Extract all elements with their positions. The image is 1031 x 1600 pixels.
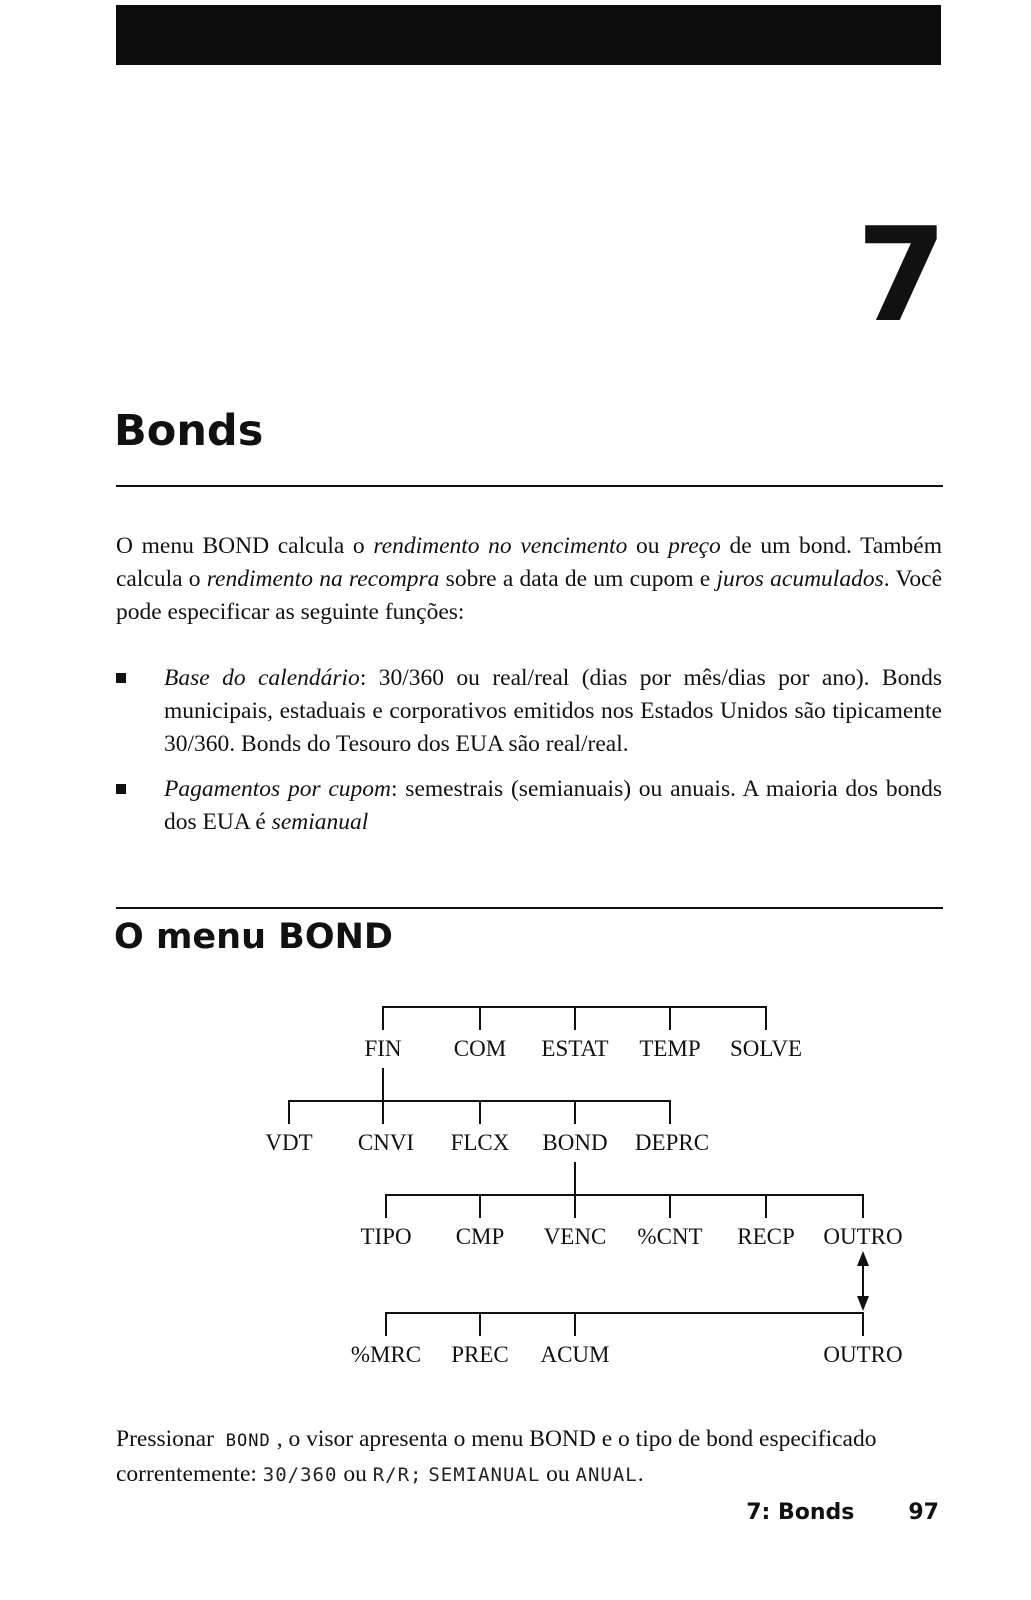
intro-text: ou [627,533,669,559]
list-item-text: : 30/360 ou real/real (dias por mês/dias por ano). Bonds municipais, estaduais e corporativos emitidos nos Estados Unidos são tipicamente 30/360. Bonds do Tesouro dos EUA são real/real. [164,665,942,757]
list-item-term: Pagamentos por cupom [164,776,392,802]
chapter-number: 7 [856,199,943,351]
display-text-semianual: SEMIANUAL [428,1464,541,1486]
intro-text: sobre a data de um cupom e [439,566,717,592]
menu-key-mrc: %MRC [350,1342,422,1367]
list-item-emphasis: semianual [271,809,369,835]
menu-key-outro-return: OUTRO [823,1342,903,1367]
menu-key-vdt: VDT [265,1130,313,1155]
intro-text: . Você pode especificar as seguinte funções: [116,566,942,625]
closing-text: Pressionar [116,1426,220,1452]
display-text-anual: ANUAL [575,1464,638,1486]
menu-key-solve: SOLVE [730,1036,802,1061]
closing-text: ou [540,1461,576,1487]
menu-key-recp: RECP [737,1224,795,1249]
menu-key-cnvi: CNVI [357,1130,415,1155]
bond-key-label: BOND [225,1431,271,1451]
menu-key-tipo: TIPO [360,1224,412,1249]
section-title: O menu BOND [114,917,393,957]
menu-key-outro: OUTRO [823,1224,903,1249]
menu-key-estat: ESTAT [541,1036,609,1061]
menu-key-deprc: DEPRC [634,1130,710,1155]
display-text-30-360: 30/360 [262,1464,338,1486]
display-text-real-real: R/R; [372,1464,423,1486]
menu-key-flcx: FLCX [450,1130,510,1155]
footer-chapter-label: 7: Bonds [746,1500,855,1525]
page-number: 97 [908,1500,939,1525]
menu-key-cmp: CMP [455,1224,505,1249]
menu-key-prec: PREC [451,1342,509,1367]
menu-key-acum: ACUM [540,1342,610,1367]
intro-emphasis: rendimento na recompra [206,566,440,592]
menu-key-temp: TEMP [639,1036,701,1061]
closing-paragraph [116,1423,942,1492]
menu-key-com: COM [453,1036,507,1061]
intro-emphasis: preço [668,533,721,559]
menu-key-bond: BOND [542,1130,608,1155]
list-item-text: : semestrais (semianuais) ou anuais. A maioria dos bonds dos EUA é [164,776,942,835]
intro-emphasis: rendimento no vencimento [373,533,628,559]
closing-text: ou [337,1461,373,1487]
intro-text: O menu BOND calcula o [116,533,374,559]
list-item-term: Base do calendário [164,665,360,691]
chapter-title: Bonds [114,406,264,456]
double-arrow-icon [857,1251,869,1311]
intro-text: de um bond. Também calcula o [116,533,942,592]
intro-emphasis: juros acumulados [716,566,884,592]
menu-key-venc: VENC [543,1224,607,1249]
closing-text: , o visor apresenta o menu BOND e o tipo de bond especificado correntemente: [116,1426,877,1487]
menu-key-cnt: %CNT [637,1224,703,1249]
page-footer [746,1500,939,1525]
closing-text: . [637,1461,644,1487]
menu-key-fin: FIN [364,1036,402,1061]
